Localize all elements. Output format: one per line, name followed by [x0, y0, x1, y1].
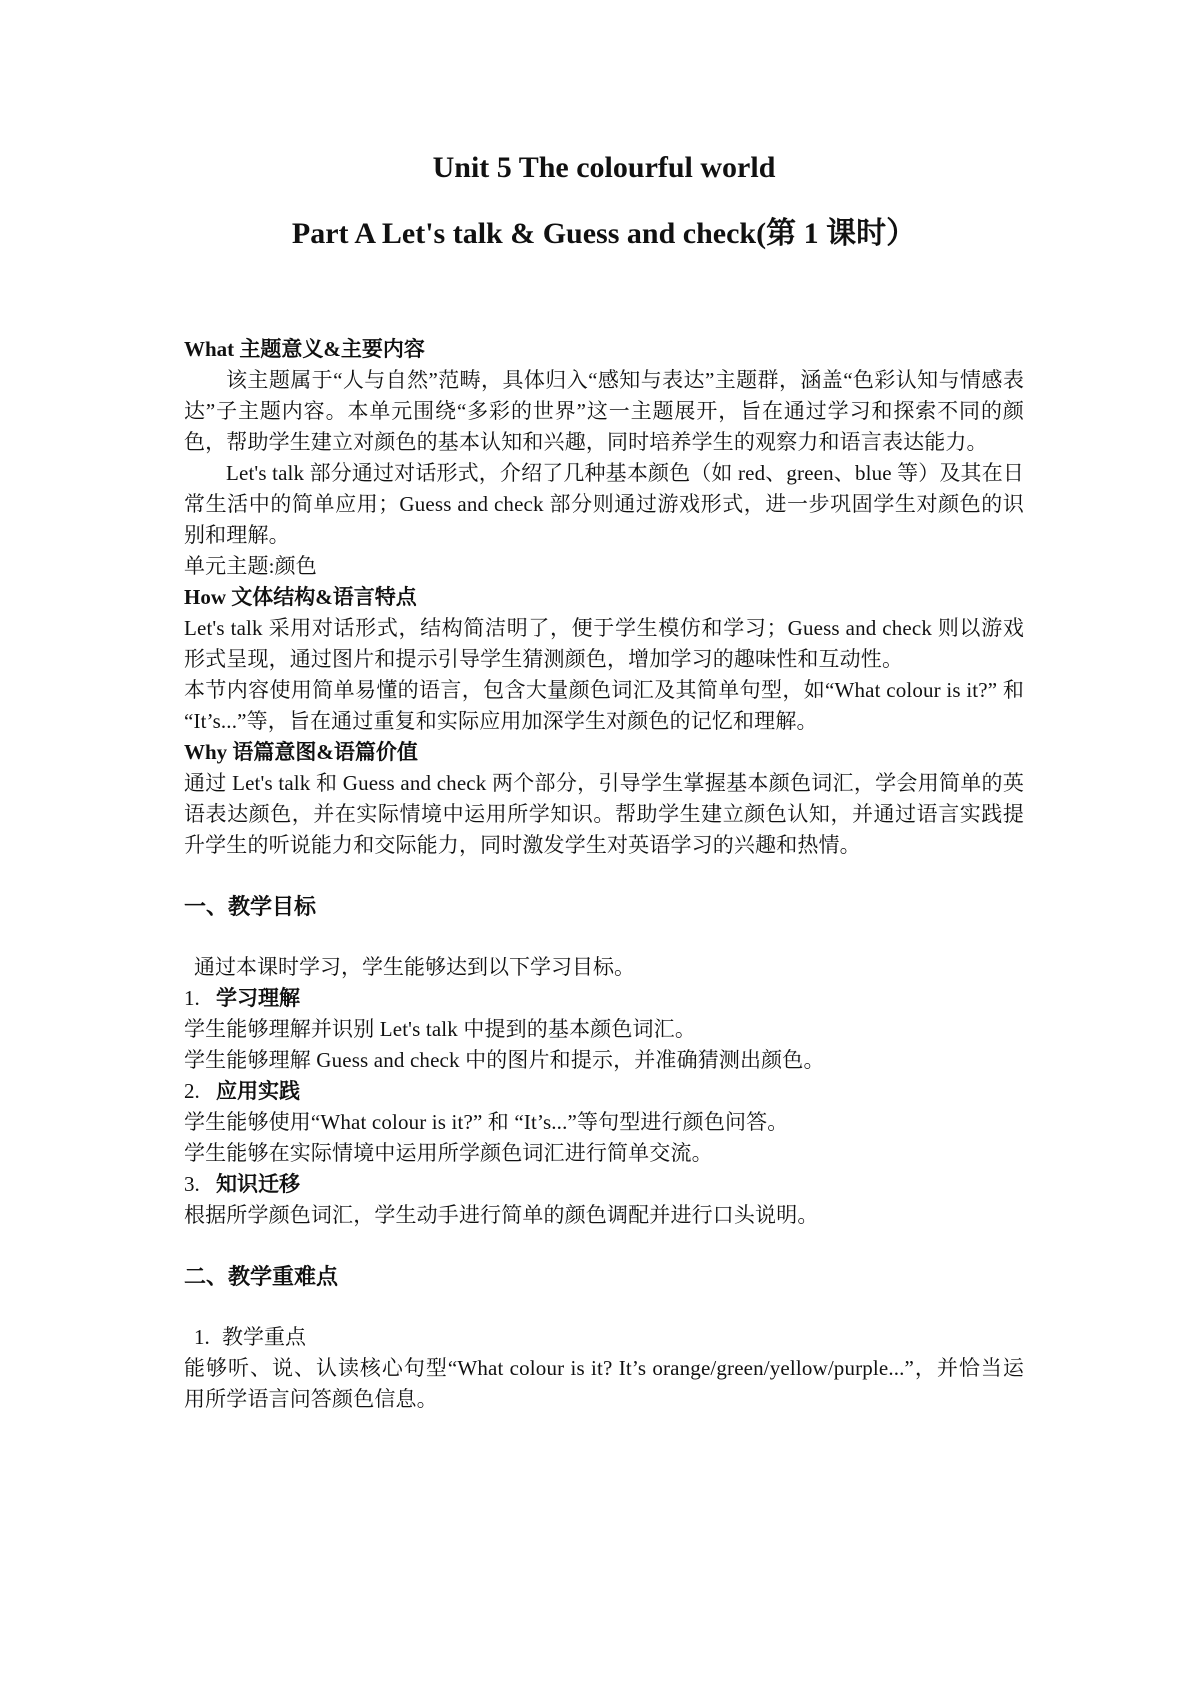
lesson-subtitle: Part A Let's talk & Guess and check(第 1 课时） — [291, 217, 917, 250]
objective-heading-1 — [184, 983, 1024, 1014]
objective-line: 学生能够使用“What colour is it?” 和 “It’s...”等句型进行颜色问答。 — [184, 1110, 789, 1134]
why-paragraph: 通过 Let's talk 和 Guess and check 两个部分，引导学生掌握基本颜色词汇，学会用简单的英语表达颜色，并在实际情境中运用所学知识。帮助学生建立颜色认知，并通过语言实践提升学生的听说能力和交际能力，同时激发学生对英语学习的兴趣和热情。 — [184, 771, 1024, 857]
objective-line: 学生能够在实际情境中运用所学颜色词汇进行简单交流。 — [184, 1141, 713, 1165]
objective-number: 3. — [184, 1172, 200, 1196]
key-point-subheading — [184, 1322, 1024, 1353]
document-body — [184, 150, 1024, 1415]
objective-label: 应用实践 — [216, 1079, 300, 1103]
how-paragraph-2: 本节内容使用简单易懂的语言，包含大量颜色词汇及其简单句型，如“What colour is it?” 和 “It’s...”等，旨在通过重复和实际应用加深学生对颜色的记忆和理解。 — [184, 678, 1024, 733]
key-point-label: 教学重点 — [222, 1325, 306, 1349]
objective-heading-3 — [184, 1169, 1024, 1200]
key-point-text: 能够听、说、认读核心句型“What colour is it? It’s orange/green/yellow/purple...”，并恰当运用所学语言问答颜色信息。 — [184, 1356, 1024, 1411]
objective-line: 学生能够理解 Guess and check 中的图片和提示，并准确猜测出颜色。 — [184, 1048, 825, 1072]
how-paragraph-1: Let's talk 采用对话形式，结构简洁明了，便于学生模仿和学习；Guess and check 则以游戏形式呈现，通过图片和提示引导学生猜测颜色，增加学习的趣味性和互动性。 — [184, 616, 1024, 671]
objective-number: 2. — [184, 1079, 200, 1103]
objective-label: 知识迁移 — [216, 1172, 300, 1196]
why-heading: Why 语篇意图&语篇价值 — [184, 740, 418, 764]
objectives-intro: 通过本课时学习，学生能够达到以下学习目标。 — [194, 955, 635, 979]
how-heading: How 文体结构&语言特点 — [184, 585, 417, 609]
section-title-objectives: 一、教学目标 — [184, 895, 317, 920]
unit-theme: 单元主题:颜色 — [184, 554, 317, 578]
objective-line: 学生能够理解并识别 Let's talk 中提到的基本颜色词汇。 — [184, 1017, 696, 1041]
objective-heading-2 — [184, 1076, 1024, 1107]
document-title: Unit 5 The colourful world — [432, 151, 776, 184]
what-paragraph-1: 该主题属于“人与自然”范畴，具体归入“感知与表达”主题群，涵盖“色彩认知与情感表达”子主题内容。本单元围绕“多彩的世界”这一主题展开，旨在通过学习和探索不同的颜色，帮助学生建立对颜色的基本认知和兴趣，同时培养学生的观察力和语言表达能力。 — [184, 368, 1024, 454]
what-paragraph-2: Let's talk 部分通过对话形式，介绍了几种基本颜色（如 red、green、blue 等）及其在日常生活中的简单应用；Guess and check 部分则通过游戏形式，进一步巩固学生对颜色的识别和理解。 — [184, 461, 1024, 547]
objective-number: 1. — [184, 986, 200, 1010]
section-title-key-points: 二、教学重难点 — [184, 1265, 339, 1290]
what-heading: What 主题意义&主要内容 — [184, 337, 425, 361]
objective-label: 学习理解 — [216, 986, 300, 1010]
objective-line: 根据所学颜色词汇，学生动手进行简单的颜色调配并进行口头说明。 — [184, 1203, 819, 1227]
key-point-number: 1. — [194, 1325, 210, 1349]
